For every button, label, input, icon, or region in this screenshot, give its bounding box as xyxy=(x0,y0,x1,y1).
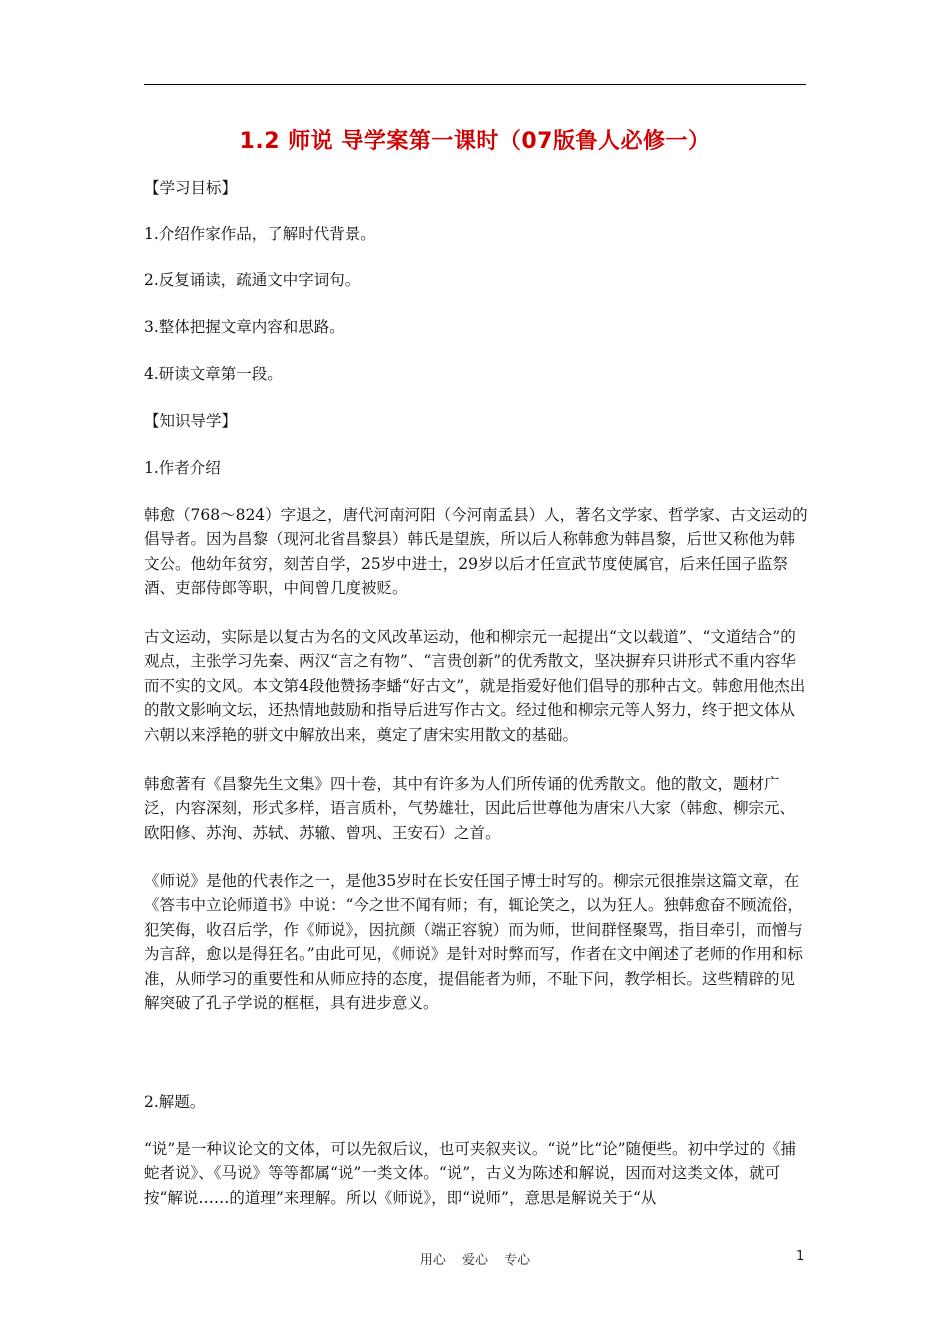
knowledge-heading: 【知识导学】 xyxy=(144,412,238,430)
document-title: 1.2 师说 导学案第一课时（07版鲁人必修一） xyxy=(239,129,711,154)
goal-item: 2.反复诵读，疏通文中字词句。 xyxy=(144,271,361,289)
goal-item: 4.研读文章第一段。 xyxy=(144,365,283,383)
explain-paragraph: “说”是一种议论文的文体，可以先叙后议，也可夹叙夹议。“说”比“论”随便些。初中学过的《捕蛇者说》、《马说》等等都属“说”一类文体。“说”，古义为陈述和解说，因而对这类文体，就可按“解说……的道理”来理解。所以《师说》，即“说师”，意思是解说关于“从 xyxy=(144,1140,797,1207)
header-rule xyxy=(144,84,806,85)
author-paragraph: 韩愈（768～824）字退之，唐代河南河阳（今河南孟县）人，著名文学家、哲学家、古文运动的倡导者。因为昌黎（现河北省昌黎县）韩氏是望族，所以后人称韩愈为韩昌黎，后世又称他为韩文公。他幼年贫穷，刻苦自学，25岁中进士，29岁以后才任宣武节度使属官，后来任国子监祭酒、吏部侍郎等职，中间曾几度被贬。 xyxy=(144,506,808,598)
page-number: 1 xyxy=(796,1249,805,1264)
movement-paragraph: 古文运动，实际是以复古为名的文风改革运动，他和柳宗元一起提出“文以载道”、“文道结合”的观点，主张学习先秦、两汉“言之有物”、“言贵创新”的优秀散文，坚决摒弃只讲形式不重内容华而不实的文风。本文第4段他赞扬李蟠“好古文”，就是指爱好他们倡导的那种古文。韩愈用他杰出的散文影响文坛，还热情地鼓励和指导后进写作古文。经过他和柳宗元等人努力，终于把文体从六朝以来浮艳的骈文中解放出来，奠定了唐宋实用散文的基础。 xyxy=(144,628,806,744)
goals-heading: 【学习目标】 xyxy=(144,179,238,197)
goal-item: 1.介绍作家作品，了解时代背景。 xyxy=(144,225,376,243)
explain-heading: 2.解题。 xyxy=(144,1093,206,1111)
works-paragraph: 韩愈著有《昌黎先生文集》四十卷，其中有许多为人们所传诵的优秀散文。他的散文，题材广泛，内容深刻，形式多样，语言质朴，气势雄壮，因此后世尊他为唐宋八大家（韩愈、柳宗元、欧阳修、苏洵、苏轼、苏辙、曾巩、王安石）之首。 xyxy=(144,775,796,842)
shishuo-paragraph: 《师说》是他的代表作之一，是他35岁时在长安任国子博士时写的。柳宗元很推崇这篇文章，在《答韦中立论师道书》中说：“今之世不闻有师；有，辄论笑之，以为狂人。独韩愈奋不顾流俗，犯笑侮，收召后学，作《师说》，因抗颜（端正容貌）而为师，世间群怪聚骂，指目牵引，而憎与为言辞，愈以是得狂名。”由此可见，《师说》是针对时弊而写，作者在文中阐述了老师的作用和标准，从师学习的重要性和从师应持的态度，提倡能者为师，不耻下问，教学相长。这些精辟的见解突破了孔子学说的框框，具有进步意义。 xyxy=(144,872,803,1013)
goal-item: 3.整体把握文章内容和思路。 xyxy=(144,318,345,336)
author-heading: 1.作者介绍 xyxy=(144,459,221,477)
page-footer: 用心 爱心 专心 xyxy=(419,1253,531,1268)
